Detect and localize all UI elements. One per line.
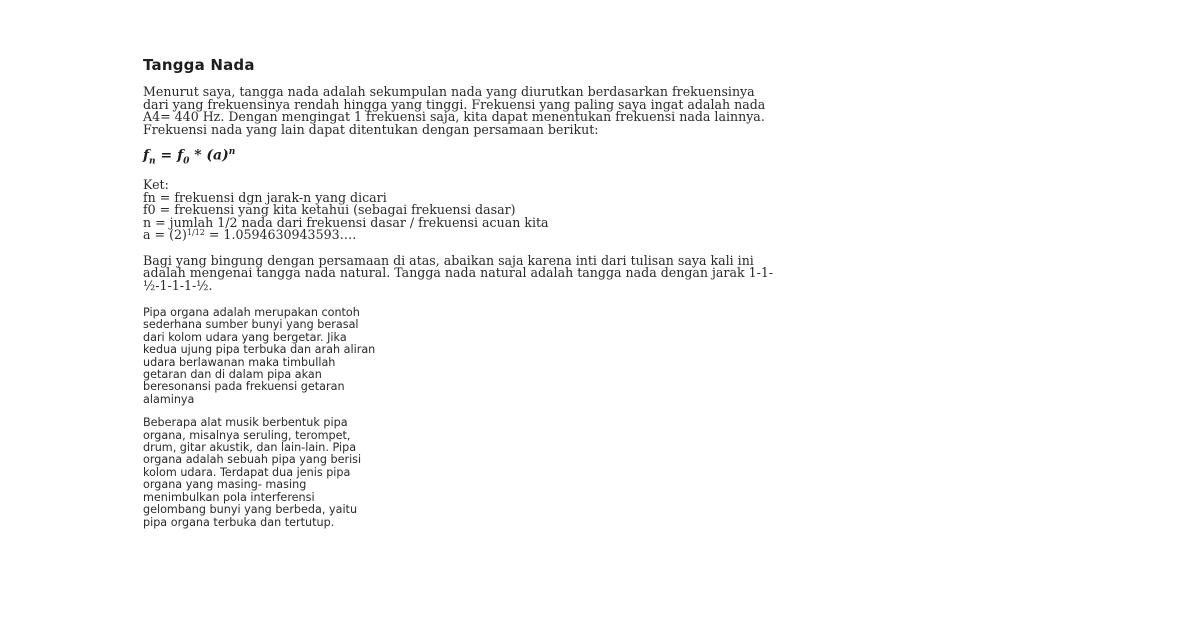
- instruments-paragraph: [143, 417, 513, 529]
- instruments-line-1: Beberapa alat musik berbentuk pipa: [143, 416, 348, 430]
- formula-lhs: f: [143, 147, 150, 164]
- instruments-line-6: organa yang masing- masing: [143, 478, 307, 492]
- document-page: [143, 56, 1063, 529]
- legend-label: Ket:: [143, 177, 169, 192]
- organ-line-7: beresonansi pada frekuensi getaran: [143, 380, 345, 394]
- organ-line-2: sederhana sumber bunyi yang berasal: [143, 318, 359, 332]
- organ-pipe-paragraph: [143, 307, 513, 406]
- legend-a-prefix: a = (2): [143, 227, 187, 242]
- instruments-line-3: drum, gitar akustik, dan lain-lain. Pipa: [143, 441, 357, 455]
- document-title: Tangga Nada: [143, 56, 255, 74]
- natural-line-3: ½-1-1-1-½.: [143, 277, 213, 293]
- natural-scale-paragraph: [143, 252, 1058, 293]
- instruments-line-2: organa, misalnya seruling, terompet,: [143, 428, 351, 442]
- formula-mult: * (a): [189, 147, 229, 164]
- natural-line-2: adalah mengenai tangga nada natural. Tangga nada natural adalah tangga nada dengan jarak 1-1-: [143, 265, 774, 280]
- instruments-line-7: menimbulkan pola interferensi: [143, 490, 315, 504]
- intro-line-4: Frekuensi nada yang lain dapat ditentukan dengan persamaan berikut:: [143, 121, 599, 137]
- organ-line-1: Pipa organa adalah merupakan contoh: [143, 306, 360, 319]
- instruments-line-9: pipa organa terbuka dan tertutup.: [143, 515, 335, 529]
- organ-line-3: dari kolom udara yang bergetar. Jika: [143, 330, 347, 344]
- legend-a-suffix: = 1.0594630943593….: [204, 227, 357, 242]
- frequency-formula: [143, 147, 1063, 167]
- natural-line-1: Bagi yang bingung dengan persamaan di atas, abaikan saja karena inti dari tulisan saya kali ini: [143, 252, 754, 268]
- intro-line-2: dari yang frekuensinya rendah hingga yang tinggi. Frekuensi yang paling saya ingat adalah nada: [143, 96, 766, 112]
- formula-rhs: f: [177, 147, 184, 164]
- legend-a: [143, 229, 1063, 242]
- legend-n: n = jumlah 1/2 nada dari frekuensi dasar / frekuensi acuan kita: [143, 214, 549, 230]
- instruments-line-4: organa adalah sebuah pipa yang berisi: [143, 453, 362, 467]
- intro-line-1: Menurut saya, tangga nada adalah sekumpulan nada yang diurutkan berdasarkan frekuensinya: [143, 84, 755, 99]
- organ-line-8: alaminya: [143, 392, 195, 406]
- formula-lhs-sub: n: [149, 156, 156, 167]
- legend-a-exp: 1/12: [186, 228, 205, 237]
- organ-line-4: kedua ujung pipa terbuka dan arah aliran: [143, 343, 376, 357]
- organ-line-5: udara berlawanan maka timbullah: [143, 355, 336, 369]
- formula-rhs-sub: 0: [183, 156, 190, 167]
- legend-f0: f0 = frekuensi yang kita ketahui (sebagai frekuensi dasar): [143, 202, 516, 217]
- intro-paragraph: [143, 86, 1053, 136]
- formula-exp: n: [228, 147, 236, 157]
- organ-line-6: getaran dan di dalam pipa akan: [143, 368, 322, 382]
- instruments-line-5: kolom udara. Terdapat dua jenis pipa: [143, 465, 351, 479]
- instruments-line-8: gelombang bunyi yang berbeda, yaitu: [143, 503, 358, 517]
- legend-fn: fn = frekuensi dgn jarak-n yang dicari: [143, 189, 387, 205]
- intro-line-3: A4= 440 Hz. Dengan mengingat 1 frekuensi saja, kita dapat menentukan frekuensi nada lainnya.: [143, 109, 765, 124]
- legend-block: [143, 179, 1063, 242]
- formula-equals: =: [155, 147, 178, 164]
